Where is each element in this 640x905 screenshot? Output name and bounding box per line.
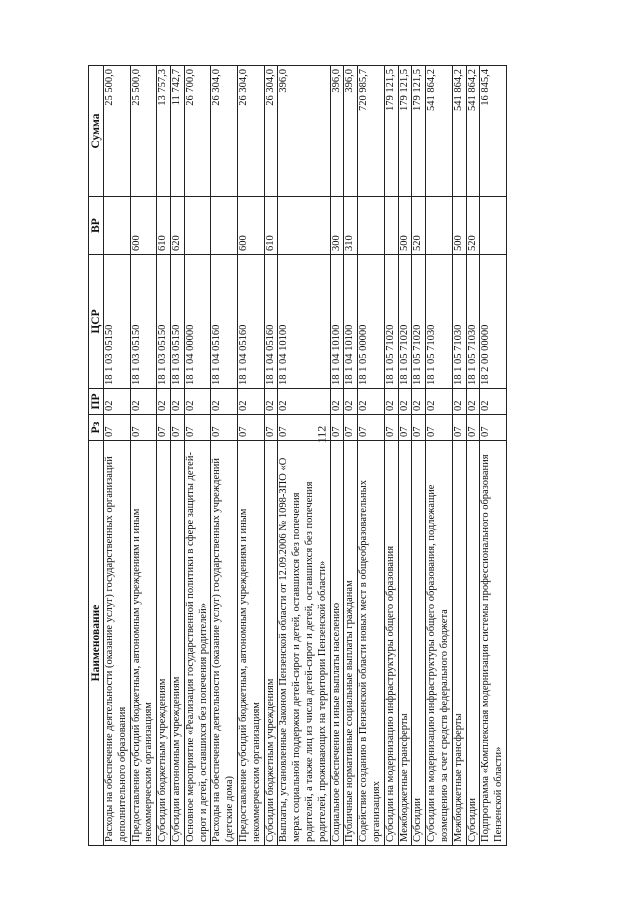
cell-pr: 02 [278, 389, 330, 415]
cell-pr: 02 [264, 389, 278, 415]
cell-sum: 26 304,0 [264, 66, 278, 197]
cell-vr: 520 [466, 197, 480, 255]
header-sum: Сумма [89, 66, 104, 197]
budget-table [88, 65, 507, 846]
cell-pr: 02 [157, 389, 171, 415]
cell-name: Межбюджетные трансферты [398, 441, 412, 846]
cell-vr: 600 [237, 197, 264, 255]
table-row [384, 66, 398, 846]
table-row [264, 66, 278, 846]
cell-sum: 179 121,5 [412, 66, 426, 197]
cell-rz: 07 [237, 415, 264, 441]
cell-csr: 18 1 05 71020 [412, 255, 426, 389]
cell-vr [480, 197, 507, 255]
cell-name: Содействие созданию в Пензенской области новых мест в общеобразовательных организациях [358, 441, 385, 846]
cell-csr: 18 1 05 71020 [398, 255, 412, 389]
cell-vr [278, 197, 330, 255]
cell-rz: 07 [452, 415, 466, 441]
cell-rz: 07 [412, 415, 426, 441]
cell-name: Субсидии автономным учреждениям [171, 441, 185, 846]
cell-pr: 02 [452, 389, 466, 415]
table-row [344, 66, 358, 846]
table-row [171, 66, 185, 846]
cell-vr [358, 197, 385, 255]
cell-rz: 07 [104, 415, 131, 441]
cell-csr: 18 1 05 71030 [466, 255, 480, 389]
cell-rz: 07 [344, 415, 358, 441]
header-vr: ВР [89, 197, 104, 255]
cell-name: Расходы на обеспечение деятельности (оказание услуг) государственных организаций дополнительного образования [104, 441, 131, 846]
cell-sum: 541 864,2 [452, 66, 466, 197]
cell-pr: 02 [480, 389, 507, 415]
cell-vr: 500 [398, 197, 412, 255]
cell-vr: 610 [264, 197, 278, 255]
header-rz: Рз [89, 415, 104, 441]
table-row [466, 66, 480, 846]
cell-pr: 02 [398, 389, 412, 415]
cell-sum: 26 304,0 [211, 66, 238, 197]
cell-pr: 02 [171, 389, 185, 415]
cell-sum: 396,0 [330, 66, 344, 197]
cell-vr: 310 [344, 197, 358, 255]
table-row [237, 66, 264, 846]
cell-rz: 07 [171, 415, 185, 441]
cell-csr: 18 1 05 71020 [384, 255, 398, 389]
cell-rz: 07 [211, 415, 238, 441]
cell-rz: 07 [398, 415, 412, 441]
cell-name: Субсидии [412, 441, 426, 846]
cell-vr [184, 197, 211, 255]
cell-name: Межбюджетные трансферты [452, 441, 466, 846]
cell-vr: 610 [157, 197, 171, 255]
cell-rz: 07 [480, 415, 507, 441]
cell-sum: 396,0 [278, 66, 330, 197]
cell-csr: 18 1 04 05160 [237, 255, 264, 389]
cell-name: Основное мероприятие «Реализация государственной политики в сфере защиты детей-сирот и детей, оставшихся без попечения родителей» [184, 441, 211, 846]
cell-name: Предоставление субсидий бюджетным, автономным учреждениям и иным некоммерческим организациям [237, 441, 264, 846]
cell-sum: 541 864,2 [466, 66, 480, 197]
cell-csr: 18 1 04 05160 [264, 255, 278, 389]
cell-sum: 26 304,0 [237, 66, 264, 197]
header-pr: ПР [89, 389, 104, 415]
cell-rz: 07 [130, 415, 157, 441]
table-row [130, 66, 157, 846]
cell-csr: 18 1 03 05150 [171, 255, 185, 389]
cell-pr: 02 [466, 389, 480, 415]
cell-rz: 07 [358, 415, 385, 441]
cell-rz: 07 [184, 415, 211, 441]
cell-name: Субсидии на модернизацию инфраструктуры общего образования, подлежащие возмещению за счет средств федерального бюджета [426, 441, 453, 846]
cell-rz: 07 [426, 415, 453, 441]
cell-vr: 520 [412, 197, 426, 255]
cell-sum: 26 700,0 [184, 66, 211, 197]
cell-vr: 500 [452, 197, 466, 255]
table-body [104, 66, 507, 846]
cell-csr: 18 1 03 05150 [104, 255, 131, 389]
cell-pr: 02 [344, 389, 358, 415]
table-row [104, 66, 131, 846]
cell-pr: 02 [130, 389, 157, 415]
cell-csr: 18 1 05 71030 [452, 255, 466, 389]
cell-sum: 396,0 [344, 66, 358, 197]
cell-name: Подпрограмма «Комплексная модернизация системы профессионального образования Пензенской области» [480, 441, 507, 846]
cell-rz: 07 [278, 415, 330, 441]
cell-name: Расходы на обеспечение деятельности (оказание услуг) государственных учреждений (детские дома) [211, 441, 238, 846]
cell-csr: 18 1 03 05150 [157, 255, 171, 389]
cell-pr: 02 [384, 389, 398, 415]
cell-sum: 179 121,5 [398, 66, 412, 197]
cell-pr: 02 [412, 389, 426, 415]
cell-vr [384, 197, 398, 255]
cell-sum: 541 864,2 [426, 66, 453, 197]
cell-csr: 18 1 04 05160 [211, 255, 238, 389]
cell-pr: 02 [104, 389, 131, 415]
cell-csr: 18 1 04 10100 [278, 255, 330, 389]
cell-sum: 25 500,0 [104, 66, 131, 197]
table-row [412, 66, 426, 846]
cell-csr: 18 1 05 00000 [358, 255, 385, 389]
table-row [211, 66, 238, 846]
page-number: 112 [314, 425, 329, 444]
table-row [330, 66, 344, 846]
table-header-row [89, 66, 104, 846]
cell-vr [426, 197, 453, 255]
cell-sum: 179 121,5 [384, 66, 398, 197]
cell-pr: 02 [211, 389, 238, 415]
cell-pr: 02 [330, 389, 344, 415]
cell-name: Публичные нормативные социальные выплаты гражданам [344, 441, 358, 846]
table-row [278, 66, 330, 846]
cell-csr: 18 1 04 10100 [344, 255, 358, 389]
cell-name: Субсидии бюджетным учреждениям [157, 441, 171, 846]
budget-table-container [88, 66, 558, 846]
cell-vr: 600 [130, 197, 157, 255]
cell-name: Предоставление субсидий бюджетным, автономным учреждениям и иным некоммерческим организациям [130, 441, 157, 846]
table-row [358, 66, 385, 846]
cell-sum: 720 985,7 [358, 66, 385, 197]
table-row [157, 66, 171, 846]
table-row [480, 66, 507, 846]
cell-csr: 18 1 04 00000 [184, 255, 211, 389]
cell-pr: 02 [237, 389, 264, 415]
cell-vr [211, 197, 238, 255]
cell-rz: 07 [264, 415, 278, 441]
cell-name: Субсидии бюджетным учреждениям [264, 441, 278, 846]
cell-sum: 11 742,7 [171, 66, 185, 197]
cell-csr: 18 1 03 05150 [130, 255, 157, 389]
cell-rz: 07 [157, 415, 171, 441]
cell-csr: 18 2 00 00000 [480, 255, 507, 389]
cell-name: Субсидии [466, 441, 480, 846]
cell-csr: 18 1 05 71030 [426, 255, 453, 389]
cell-rz: 07 [466, 415, 480, 441]
cell-rz: 07 [384, 415, 398, 441]
cell-sum: 25 500,0 [130, 66, 157, 197]
cell-pr: 02 [426, 389, 453, 415]
table-row [452, 66, 466, 846]
cell-name: Субсидии на модернизацию инфраструктуры общего образования [384, 441, 398, 846]
cell-sum: 13 757,3 [157, 66, 171, 197]
cell-name: Выплаты, установленные Законом Пензенской области от 12.09.2006 № 1098-ЗПО «О мерах социальной поддержки детей-сирот и детей, оставшихся без попечения родителей, а также лиц из числа детей-сирот и детей, оставшихся без попечения родителей, проживающих на территории Пензенской области» [278, 441, 330, 846]
cell-vr: 300 [330, 197, 344, 255]
cell-pr: 02 [358, 389, 385, 415]
cell-vr [104, 197, 131, 255]
header-name: Наименование [89, 441, 104, 846]
header-csr: ЦСР [89, 255, 104, 389]
cell-csr: 18 1 04 10100 [330, 255, 344, 389]
cell-name: Социальное обеспечение и иные выплаты населению [330, 441, 344, 846]
cell-pr: 02 [184, 389, 211, 415]
table-row [426, 66, 453, 846]
cell-vr: 620 [171, 197, 185, 255]
table-row [184, 66, 211, 846]
cell-rz: 07 [330, 415, 344, 441]
cell-sum: 16 845,4 [480, 66, 507, 197]
table-row [398, 66, 412, 846]
